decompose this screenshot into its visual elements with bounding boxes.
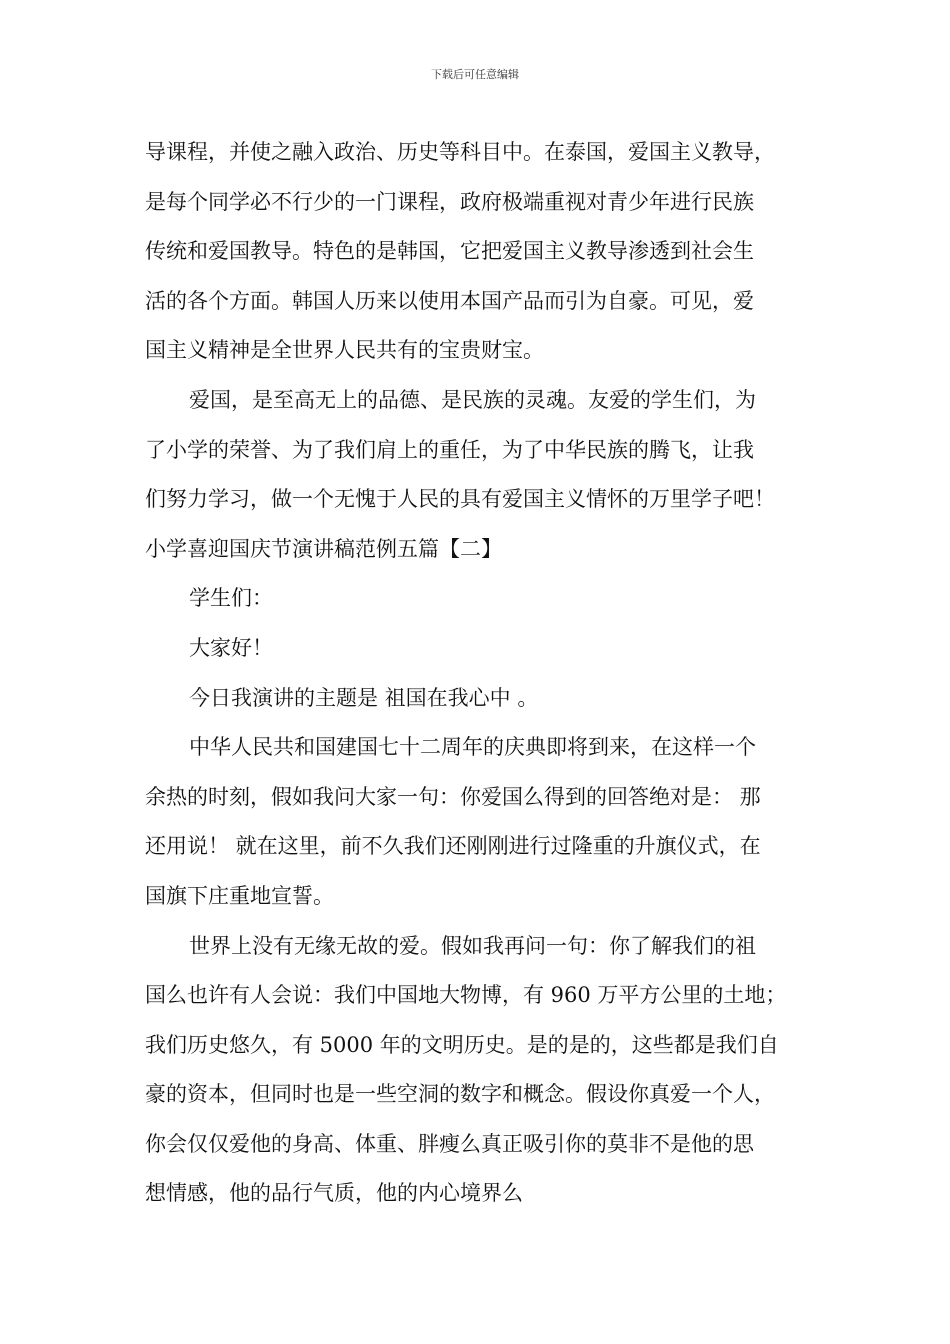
text-line: 们努力学习，做一个无愧于人民的具有爱国主义情怀的万里学子吧！ <box>145 487 775 512</box>
text-line: 余热的时刻，假如我问大家一句：你爱国么得到的回答绝对是： 那 <box>145 784 761 809</box>
section-heading: 小学喜迎国庆节演讲稿范例五篇【二】 <box>145 536 502 561</box>
text-line: 了小学的荣誉、为了我们肩上的重任，为了中华民族的腾飞，让我 <box>145 437 754 462</box>
paragraph-start-line: 中华人民共和国建国七十二周年的庆典即将到来，在这样一个 <box>189 735 756 760</box>
text-line: 是每个同学必不行少的一门课程，政府极端重视对青少年进行民族 <box>145 189 754 214</box>
text-line: 你会仅仅爱他的身高、体重、胖瘦么真正吸引你的莫非不是他的思 <box>145 1131 754 1156</box>
topic-line: 今日我演讲的主题是 祖国在我心中 。 <box>189 685 539 710</box>
text-line: 国旗下庄重地宣誓。 <box>145 883 334 908</box>
text-line: 活的各个方面。韩国人历来以使用本国产品而引为自豪。可见，爱 <box>145 288 754 313</box>
text-line: 国么也许有人会说：我们中国地大物博，有 960 万平方公里的土地； <box>145 983 787 1008</box>
paragraph-start-line: 世界上没有无缘无故的爱。假如我再问一句：你了解我们的祖 <box>189 933 756 958</box>
paragraph-start-line: 爱国，是至高无上的品德、是民族的灵魂。友爱的学生们，为 <box>189 387 756 412</box>
document-body <box>145 128 815 1219</box>
text-line: 豪的资本，但同时也是一些空洞的数字和概念。假设你真爱一个人， <box>145 1082 775 1107</box>
greeting-line: 大家好！ <box>189 635 273 660</box>
salutation-line: 学生们： <box>189 586 273 611</box>
text-line: 导课程，并使之融入政治、历史等科目中。在泰国，爱国主义教导， <box>145 140 775 164</box>
text-line: 还用说！ 就在这里，前不久我们还刚刚进行过隆重的升旗仪式，在 <box>145 834 761 859</box>
text-line: 我们历史悠久，有 5000 年的文明历史。是的是的，这些都是我们自 <box>145 1032 779 1057</box>
text-line: 传统和爱国教导。特色的是韩国，它把爱国主义教导渗透到社会生 <box>145 239 754 264</box>
text-line: 国主义精神是全世界人民共有的宝贵财宝。 <box>145 338 544 363</box>
page-header: 下载后可任意编辑 <box>431 68 519 81</box>
text-line: 想情感，他的品行气质，他的内心境界么 <box>145 1181 523 1206</box>
